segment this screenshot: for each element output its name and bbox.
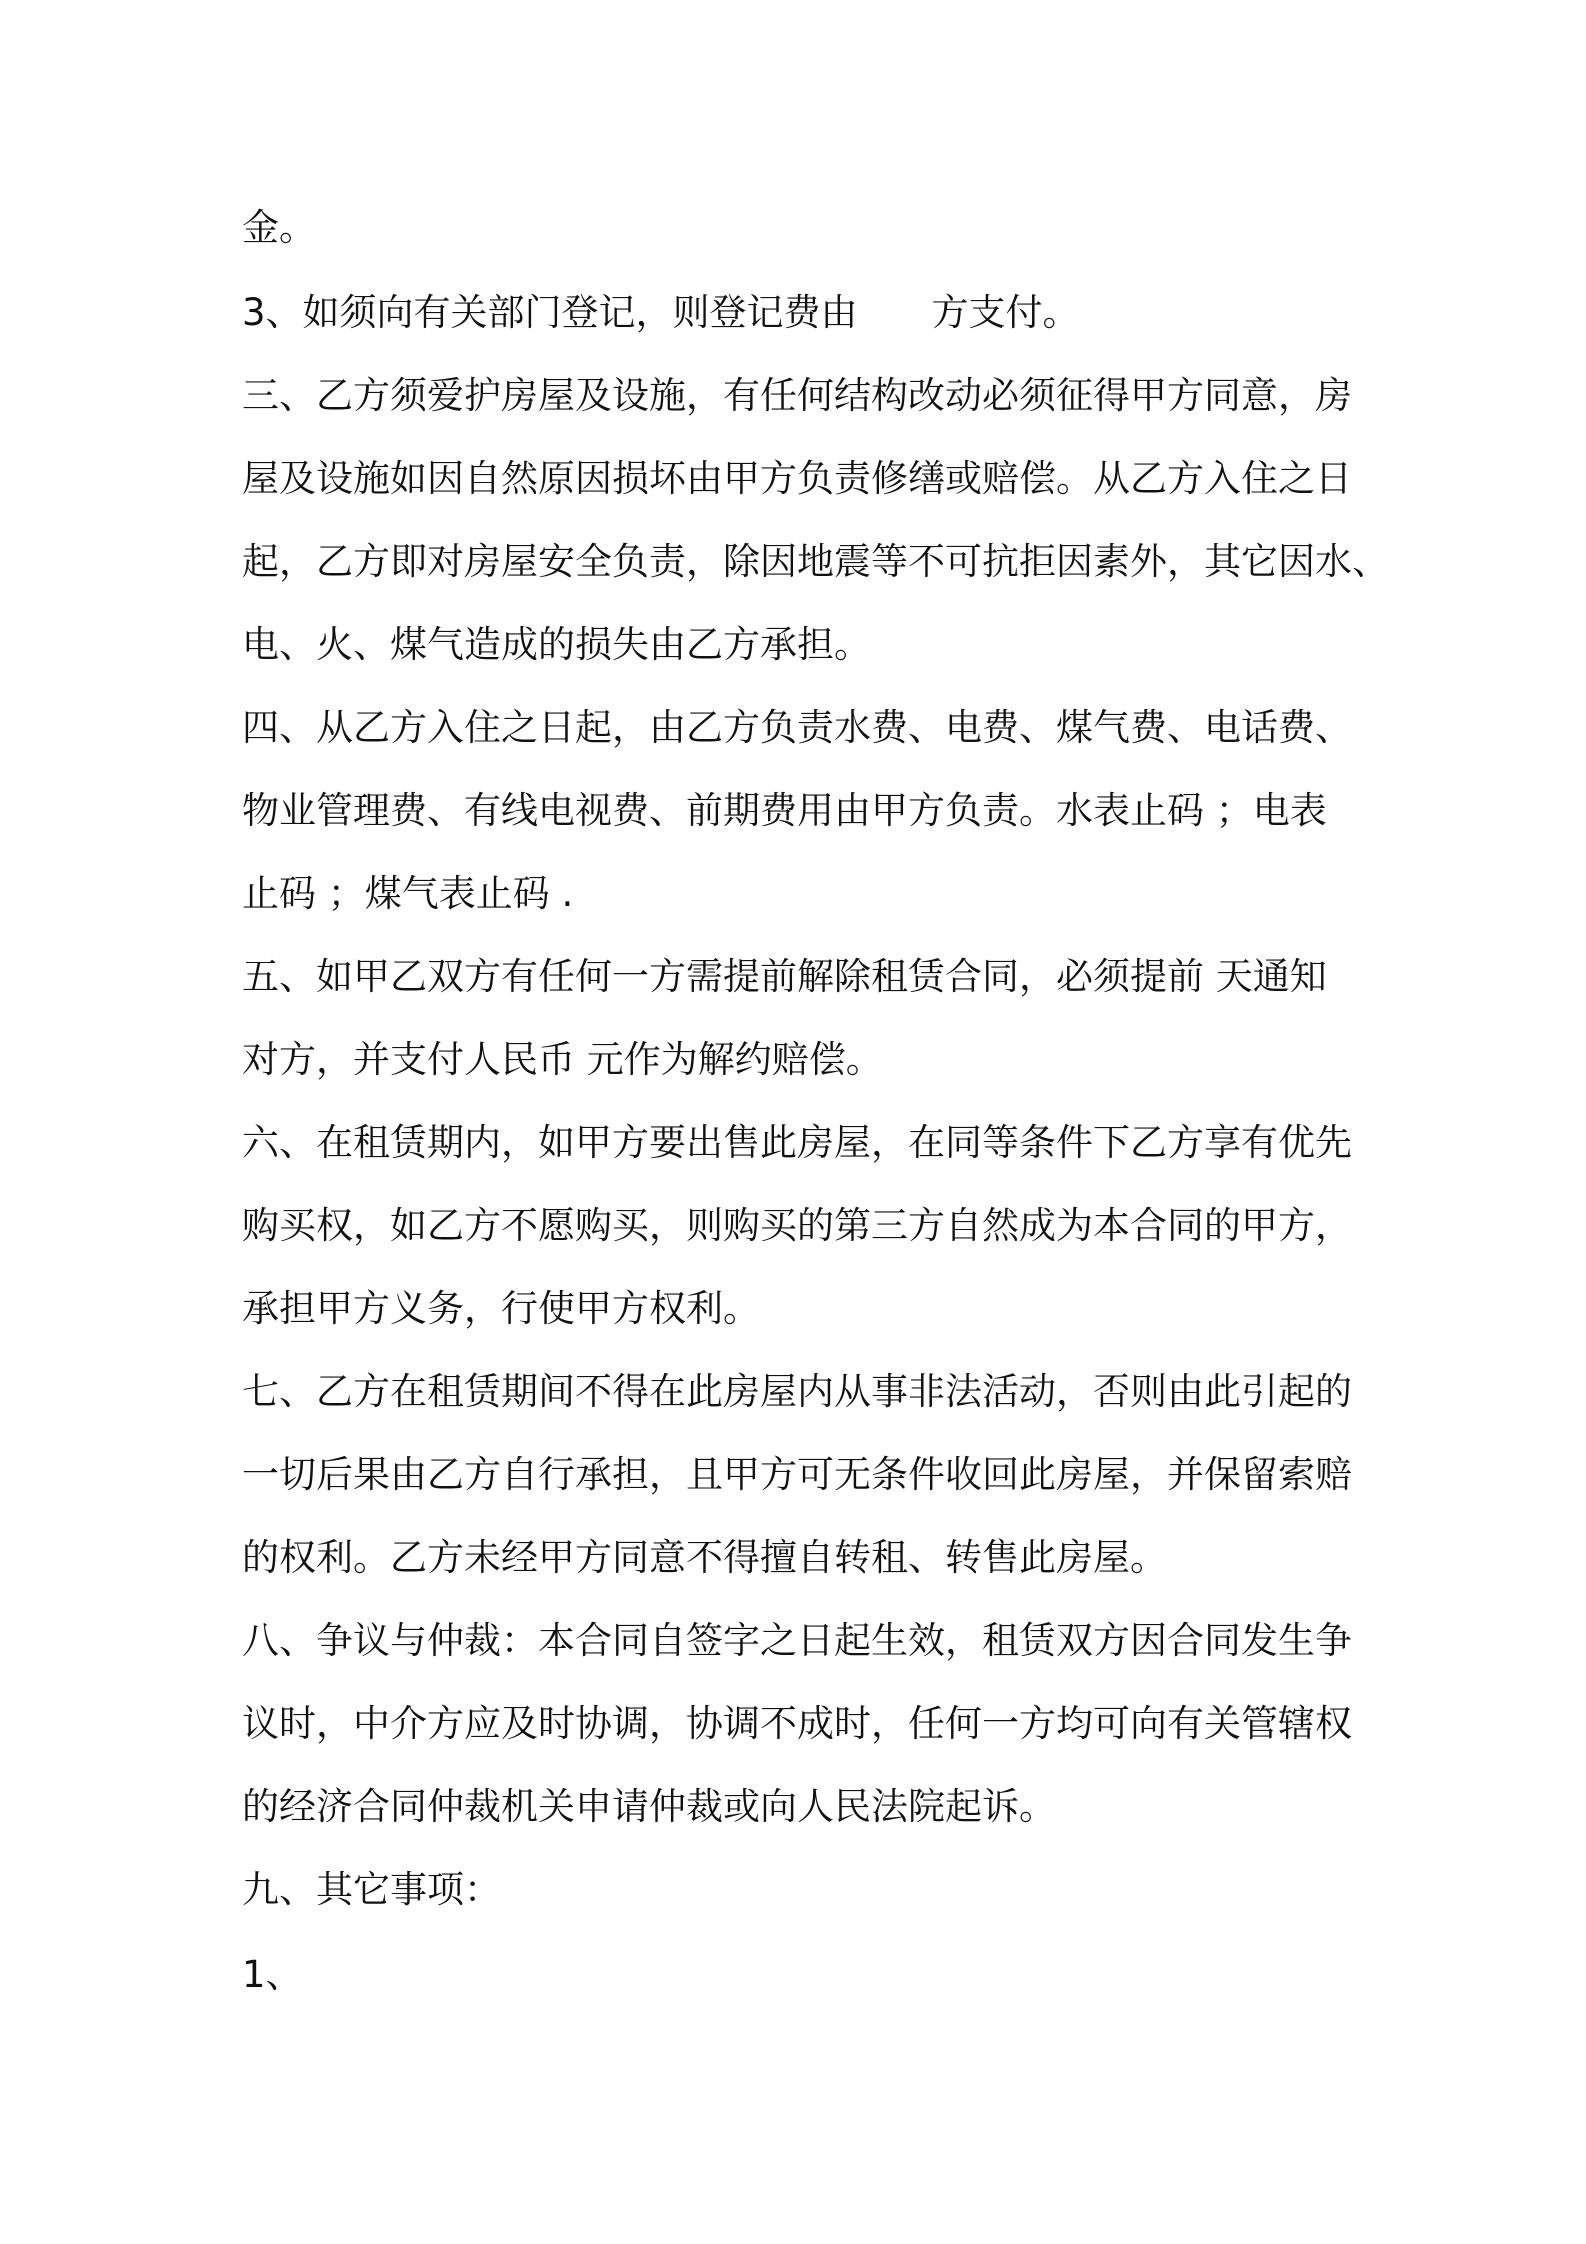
text-line: 止码 ；煤气表止码 .	[242, 872, 574, 915]
text-line: 起，乙方即对房屋安全负责，除因地震等不可抗拒因素外，其它因水、	[242, 540, 1389, 583]
text-line: 七、乙方在租赁期间不得在此房屋内从事非法活动，否则由此引起的	[242, 1370, 1352, 1413]
text-line: 电、火、煤气造成的损失由乙方承担。	[242, 623, 871, 666]
text-line: 的经济合同仲裁机关申请仲裁或向人民法院起诉。	[242, 1785, 1056, 1828]
text-line: 的权利。乙方未经甲方同意不得擅自转租、转售此房屋。	[242, 1536, 1167, 1579]
text-line: 议时，中介方应及时协调，协调不成时，任何一方均可向有关管辖权	[242, 1702, 1352, 1745]
text-line: 五、如甲乙双方有任何一方需提前解除租赁合同，必须提前 天通知	[242, 955, 1327, 998]
text-line: 九、其它事项：	[242, 1868, 501, 1911]
text-line: 六、在租赁期内，如甲方要出售此房屋，在同等条件下乙方享有优先	[242, 1121, 1352, 1164]
text-line: 四、从乙方入住之日起，由乙方负责水费、电费、煤气费、电话费、	[242, 706, 1352, 749]
text-line: 购买权，如乙方不愿购买，则购买的第三方自然成为本合同的甲方，	[242, 1204, 1352, 1247]
text-line: 三、乙方须爱护房屋及设施，有任何结构改动必须征得甲方同意，房	[242, 374, 1352, 417]
text-line: 一切后果由乙方自行承担，且甲方可无条件收回此房屋，并保留索赔	[242, 1453, 1352, 1496]
text-line: 3、如须向有关部门登记，则登记费由 方支付。	[242, 291, 1080, 334]
text-line: 屋及设施如因自然原因损坏由甲方负责修缮或赔偿。从乙方入住之日	[242, 457, 1352, 500]
text-line: 1、	[242, 1953, 303, 1996]
text-line: 承担甲方义务，行使甲方权利。	[242, 1287, 760, 1330]
text-line: 对方，并支付人民币 元作为解约赔偿。	[242, 1038, 883, 1081]
text-line: 金。	[242, 206, 316, 249]
text-line: 八、争议与仲裁：本合同自签字之日起生效，租赁双方因合同发生争	[242, 1619, 1352, 1662]
text-line: 物业管理费、有线电视费、前期费用由甲方负责。水表止码 ；电表	[242, 789, 1327, 832]
